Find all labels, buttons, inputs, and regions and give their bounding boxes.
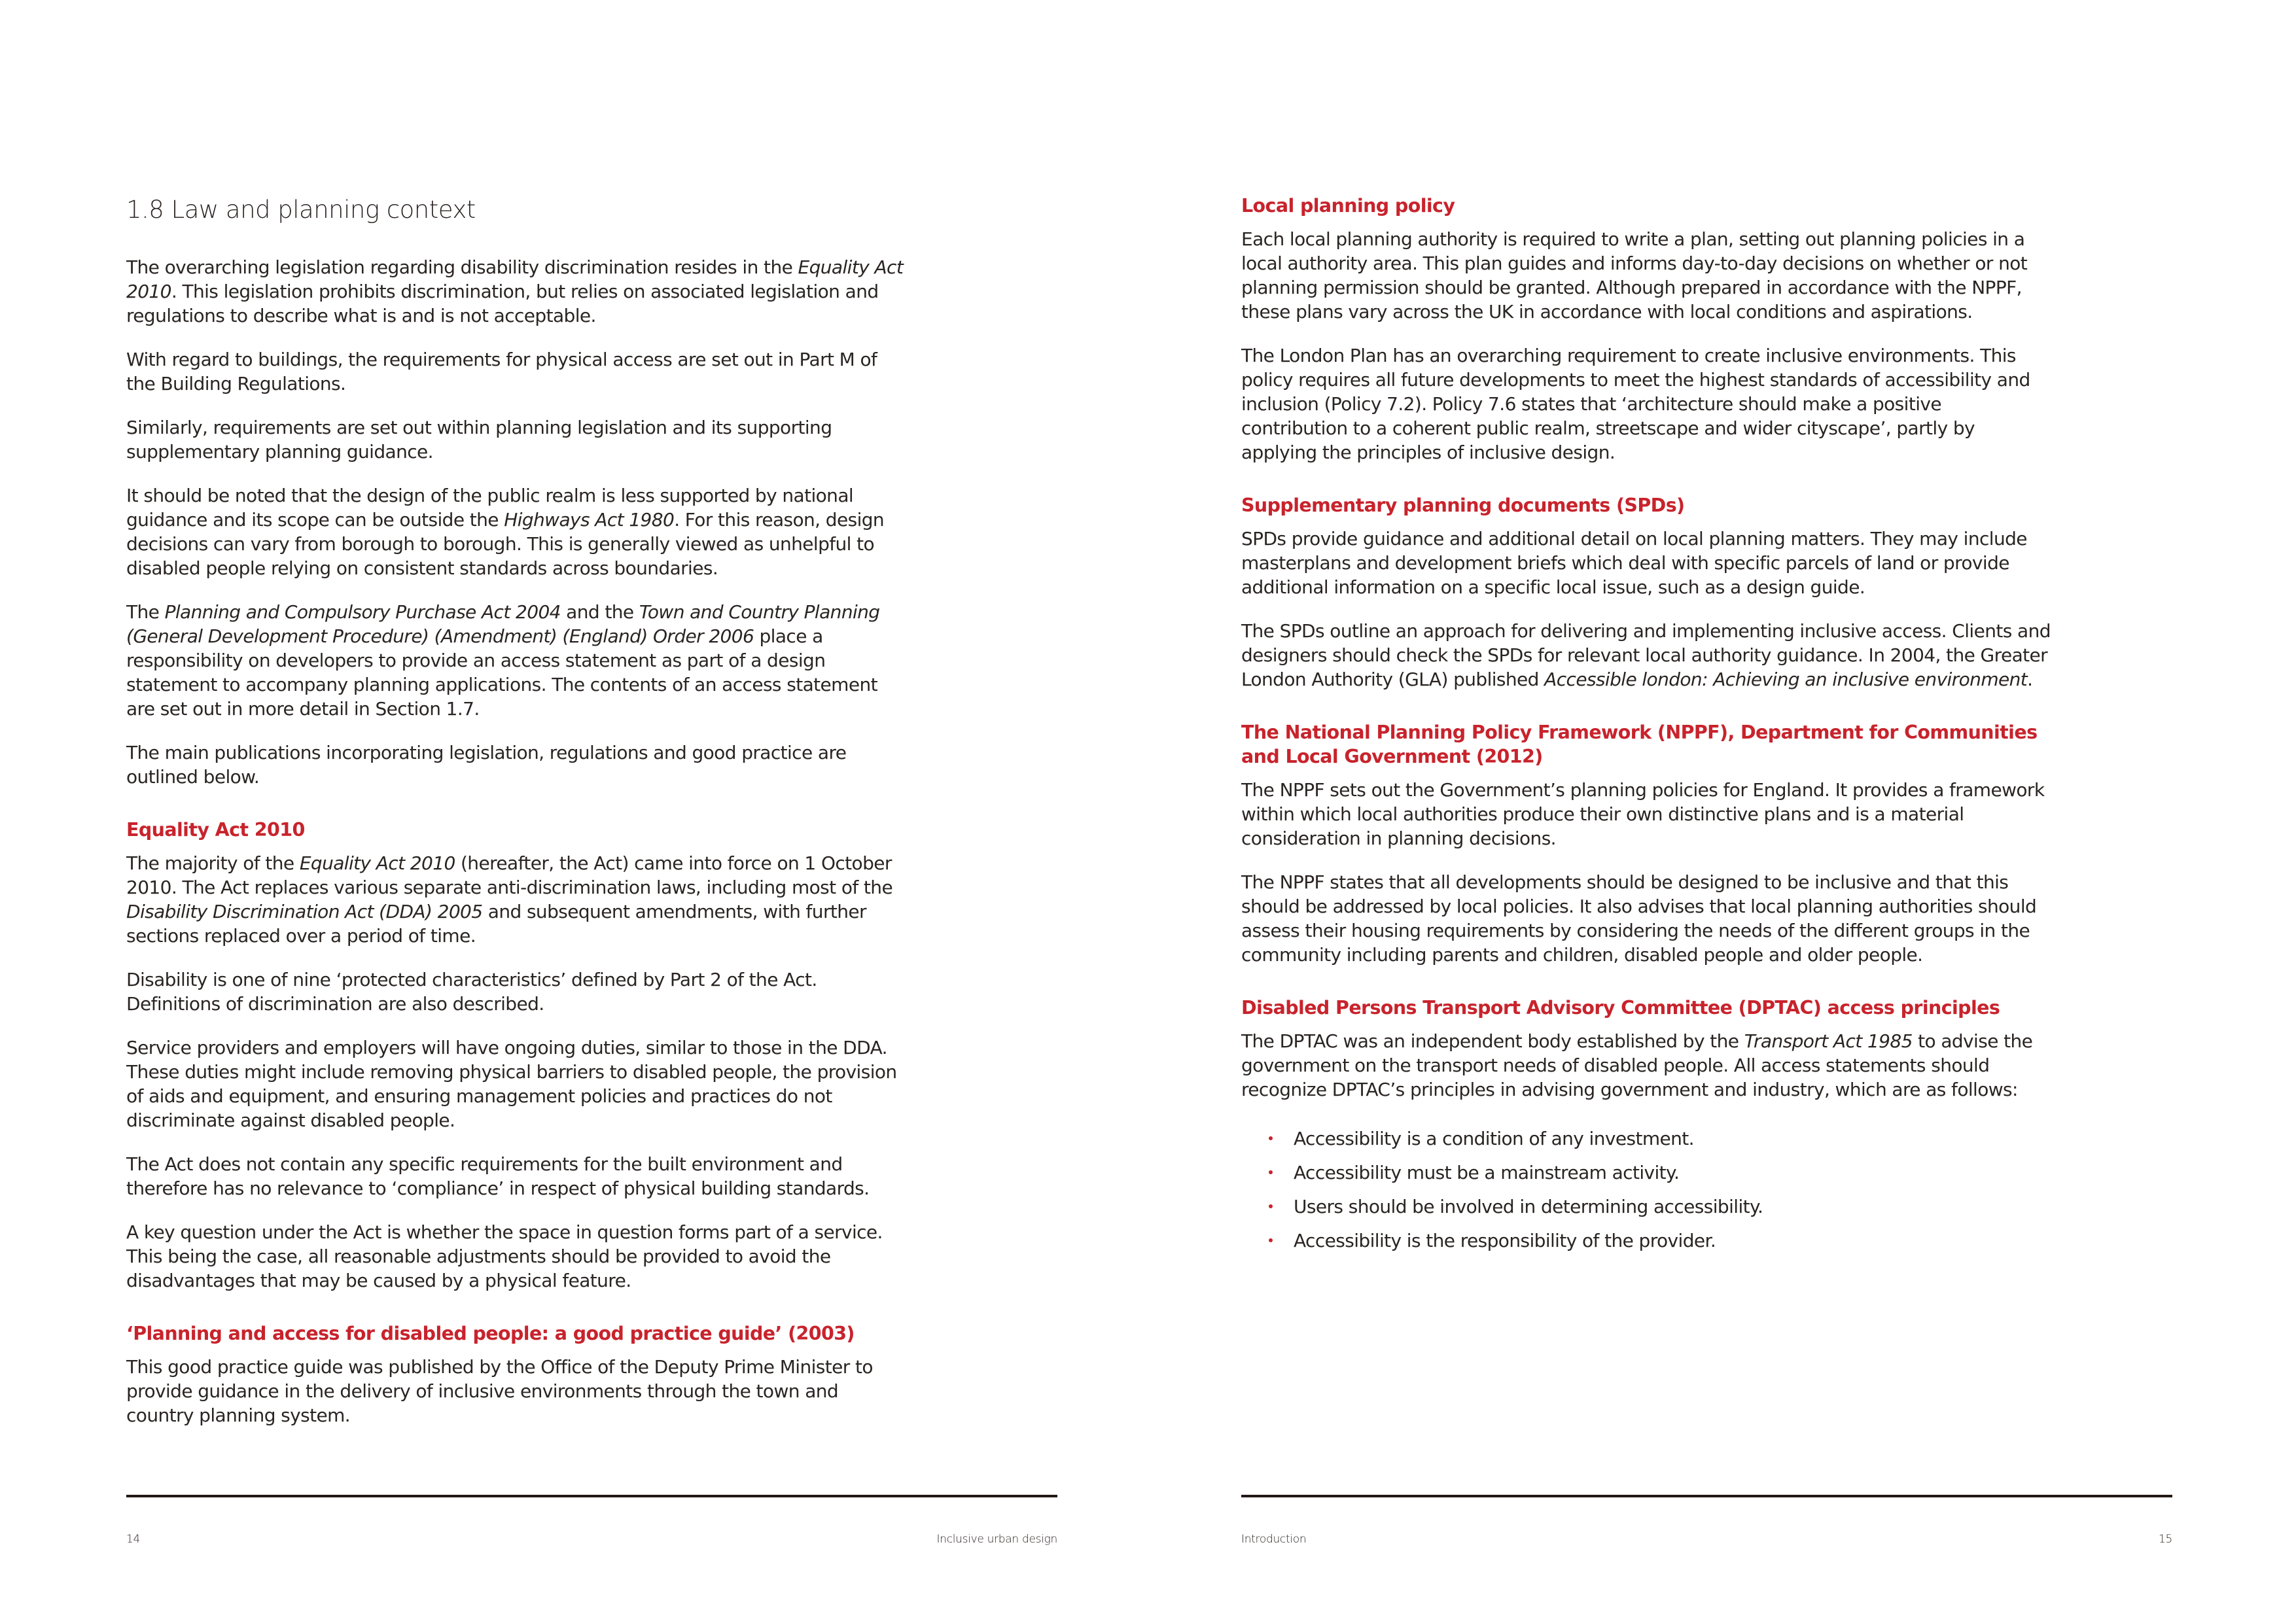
heading-equality-act: Equality Act 2010	[126, 819, 305, 841]
page-number: 14	[126, 1533, 141, 1546]
paragraph: With regard to buildings, the requirements for physical access are set out in Part M of the Building Regulations.	[126, 349, 877, 394]
paragraph: Disability is one of nine ‘protected characteristics’ defined by Part 2 of the Act. Definitions of discrimination are also described.	[126, 969, 817, 1015]
list-item: Accessibility must be a mainstream activity.	[1241, 1161, 2053, 1185]
paragraph: SPDs provide guidance and additional detail on local planning matters. They may include masterplans and development briefs which deal with specific parcels of land or provide additional information on a specific local issue, such as a design guide.	[1241, 528, 2027, 598]
footer-rule	[1241, 1495, 2172, 1497]
footer-rule	[126, 1495, 1057, 1497]
paragraph: The NPPF states that all developments should be designed to be inclusive and that this should be addressed by local policies. It also advises that local planning authorities should assess their housing requirements by considering the needs of the different groups in the community including parents and children, disabled people and older people.	[1241, 871, 2037, 966]
heading-spds: Supplementary planning documents (SPDs)	[1241, 495, 1685, 516]
list-item: Accessibility is a condition of any investment.	[1241, 1126, 2053, 1151]
heading-good-practice-guide: ‘Planning and access for disabled people: a good practice guide’ (2003)	[126, 1323, 855, 1344]
paragraph: The London Plan has an overarching requirement to create inclusive environments. This policy requires all future developments to meet the highest standards of accessibility and inclusion (Policy 7.2). Policy 7.6 states that ‘architecture should make a positive contribution to a coherent public realm, streetscape and wider cityscape’, partly by applying the principles of inclusive design.	[1241, 345, 2030, 463]
paragraph: The NPPF sets out the Government’s planning policies for England. It provides a framework within which local authorities produce their own distinctive plans and is a material consideration in planning decisions.	[1241, 779, 2045, 849]
bullet-icon	[1269, 1204, 1273, 1208]
paragraph: A key question under the Act is whether the space in question forms part of a service. This being the case, all reasonable adjustments should be provided to avoid the disadvantages that may be caused by a physical feature.	[126, 1221, 883, 1291]
right-page	[1148, 0, 2296, 1623]
paragraph: The main publications incorporating legislation, regulations and good practice are outlined below.	[126, 742, 847, 788]
paragraph: The Act does not contain any specific requirements for the built environment and therefore has no relevance to ‘compliance’ in respect of physical building standards.	[126, 1153, 870, 1199]
left-column	[126, 194, 905, 1447]
right-column	[1241, 194, 2053, 1263]
paragraph: The overarching legislation regarding disability discrimination resides in the Equality Act 2010. This legislation prohibits discrimination, but relies on associated legislation and regulations to describe what is and is not acceptable.	[126, 256, 904, 326]
bullet-icon	[1269, 1170, 1273, 1174]
list-item: Accessibility is the responsibility of the provider.	[1241, 1229, 2053, 1253]
paragraph: This good practice guide was published by the Office of the Deputy Prime Minister to provide guidance in the delivery of inclusive environments through the town and country planning system.	[126, 1356, 873, 1426]
paragraph: Similarly, requirements are set out within planning legislation and its supporting supplementary planning guidance.	[126, 417, 832, 462]
heading-nppf: The National Planning Policy Framework (NPPF), Department for Communities and Local Government (2012)	[1241, 722, 2038, 767]
paragraph: Each local planning authority is required to write a plan, setting out planning policies in a local authority area. This plan guides and informs day-to-day decisions on whether or not planning permission should be granted. Although prepared in accordance with the NPPF, these plans vary across the UK in accordance with local conditions and aspirations.	[1241, 228, 2028, 323]
paragraph: The Planning and Compulsory Purchase Act 2004 and the Town and Country Planning (General Development Procedure) (Amendment) (England) Order 2006 place a responsibility on developers to provide an access statement as part of a design statement to accompany planning applications. The contents of an access statement are set out in more detail in Section 1.7.	[126, 601, 880, 720]
heading-local-planning-policy: Local planning policy	[1241, 195, 1455, 217]
running-footer-title: Introduction	[1241, 1533, 1307, 1546]
bullet-icon	[1269, 1136, 1273, 1140]
paragraph: It should be noted that the design of the public realm is less supported by national guidance and its scope can be outside the Highways Act 1980. For this reason, design decisions can vary from borough to borough. This is generally viewed as unhelpful to disabled people relying on consistent standards across boundaries.	[126, 485, 885, 579]
paragraph: Service providers and employers will have ongoing duties, similar to those in the DDA. These duties might include removing physical barriers to disabled people, the provision of aids and equipment, and ensuring management policies and practices do not discriminate against disabled people.	[126, 1037, 897, 1131]
section-title: 1.8 Law and planning context	[126, 196, 476, 224]
running-footer-title: Inclusive urban design	[936, 1533, 1057, 1546]
paragraph: The DPTAC was an independent body established by the Transport Act 1985 to advise the government on the transport needs of disabled people. All access statements should recognize DPTAC’s principles in advising government and industry, which are as follows:	[1241, 1030, 2033, 1100]
paragraph: The majority of the Equality Act 2010 (hereafter, the Act) came into force on 1 October 2010. The Act replaces various separate anti-discrimination laws, including most of the Disability Discrimination Act (DDA) 2005 and subsequent amendments, with further sections replaced over a period of time.	[126, 852, 893, 947]
bullet-icon	[1269, 1238, 1273, 1242]
list-item: Users should be involved in determining accessibility.	[1241, 1195, 2053, 1219]
page-number: 15	[2158, 1533, 2172, 1546]
heading-dptac: Disabled Persons Transport Advisory Committee (DPTAC) access principles	[1241, 997, 2000, 1019]
paragraph: The SPDs outline an approach for delivering and implementing inclusive access. Clients and designers should check the SPDs for relevant local authority guidance. In 2004, the Greater London Authority (GLA) published Accessible london: Achieving an inclusive environment.	[1241, 620, 2051, 690]
dptac-principles-list	[1241, 1126, 2053, 1253]
